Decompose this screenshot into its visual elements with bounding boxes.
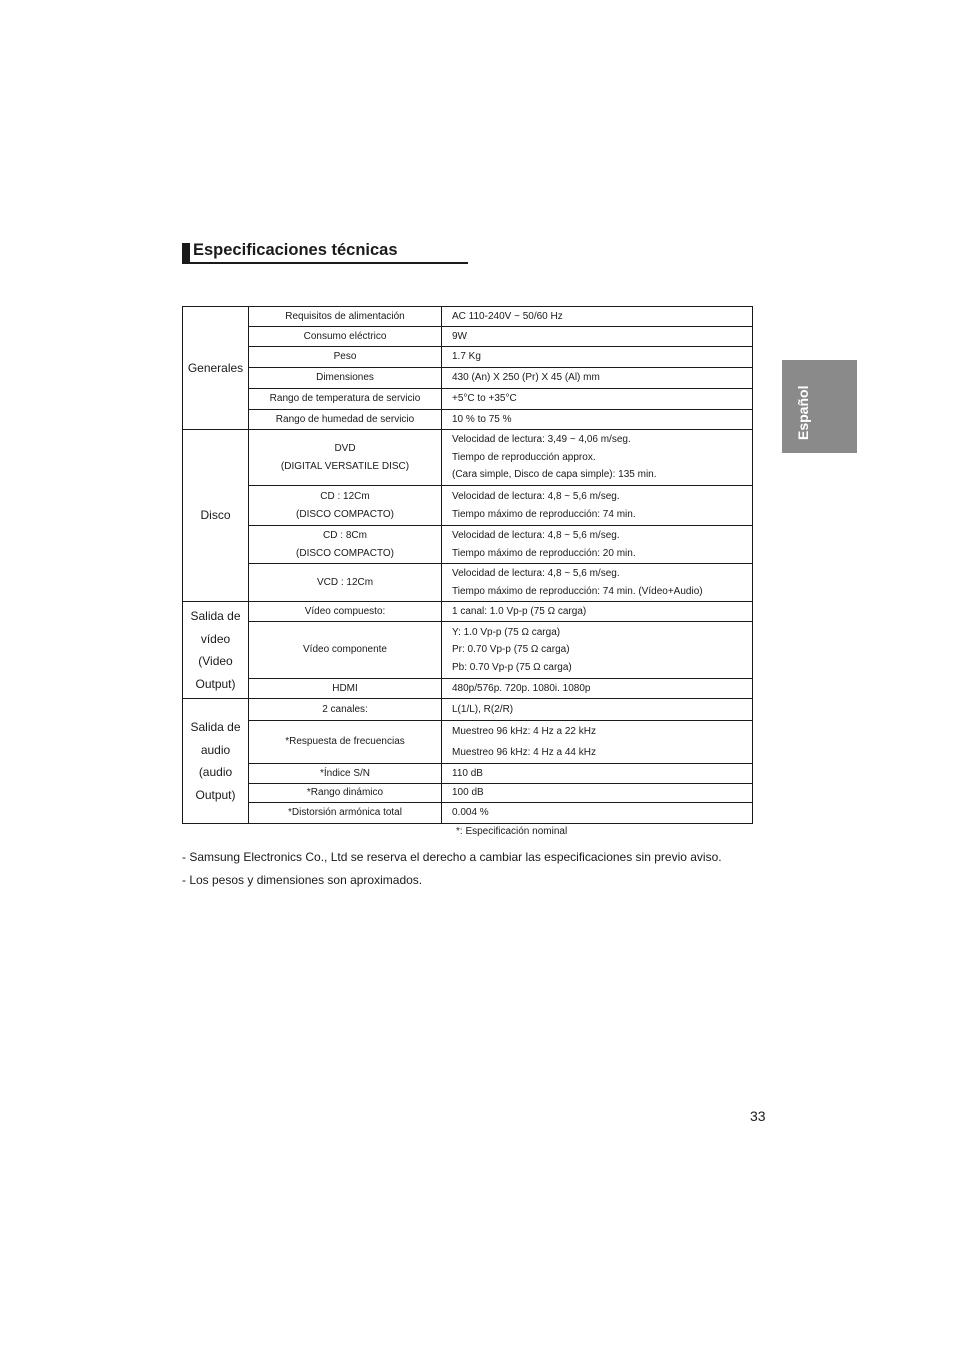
spec-item-value-line: 110 dB: [452, 767, 483, 779]
spec-item-label: Vídeo compuesto:: [249, 602, 442, 622]
spec-item-value: [442, 486, 753, 526]
spec-item-value-line: Muestreo 96 kHz: 4 Hz a 22 kHz: [452, 726, 596, 737]
spec-item-value: [442, 764, 753, 784]
spec-item-value: [442, 564, 753, 602]
table-row: [183, 430, 753, 486]
spec-item-value-line: Pb: 0.70 Vp-p (75 Ω carga): [452, 661, 572, 673]
category-label-line: vídeo: [200, 631, 231, 646]
spec-item-label-line: (DIGITAL VERSATILE DISC): [280, 460, 410, 472]
table-row: [183, 347, 753, 368]
spec-item-label: [249, 430, 442, 486]
spec-item-label-line: CD : 8Cm: [323, 530, 367, 541]
spec-item-value-line: Y: 1.0 Vp-p (75 Ω carga): [452, 626, 561, 638]
page-title: Especificaciones técnicas: [193, 241, 398, 259]
disclaimer-note: - Samsung Electronics Co., Ltd se reserva el derecho a cambiar las especificaciones sin previo aviso.: [182, 850, 722, 864]
spec-item-label: Rango de temperatura de servicio: [249, 389, 442, 410]
nominal-spec-footnote: *: Especificación nominal: [456, 826, 568, 837]
spec-item-value: [442, 803, 753, 824]
spec-item-value: [442, 679, 753, 699]
spec-item-label: 2 canales:: [249, 699, 442, 721]
spec-item-value-line: 0.004 %: [452, 807, 489, 819]
spec-item-label: *Índice S/N: [249, 764, 442, 784]
spec-item-label: [249, 564, 442, 602]
spec-item-value-line: 480p/576p. 720p. 1080i. 1080p: [452, 682, 591, 694]
spec-item-label: Vídeo componente: [249, 622, 442, 679]
page-number: 33: [750, 1108, 766, 1124]
table-row: [183, 679, 753, 699]
table-row: [183, 803, 753, 824]
spec-item-label: *Respuesta de frecuencias: [249, 721, 442, 764]
table-row: [183, 410, 753, 430]
section-heading: [182, 240, 468, 264]
spec-item-label: HDMI: [249, 679, 442, 699]
spec-item-value: [442, 622, 753, 679]
spec-item-label: [249, 486, 442, 526]
spec-item-value-line: Tiempo de reproducción approx.: [452, 451, 596, 463]
language-tab-label: Español: [795, 385, 811, 440]
spec-item-value-line: Muestreo 96 kHz: 4 Hz a 44 kHz: [452, 747, 596, 758]
spec-item-value: AC 110-240V ~ 50/60 Hz: [442, 307, 753, 327]
table-row: [183, 327, 753, 347]
spec-item-value-line: 1 canal: 1.0 Vp-p (75 Ω carga): [452, 605, 587, 617]
spec-item-label-line: CD : 12Cm: [320, 491, 370, 502]
table-row: [183, 526, 753, 564]
heading-marker-bar: [182, 243, 190, 263]
category-cell-disco: Disco: [183, 430, 249, 602]
disclaimer-note: - Los pesos y dimensiones son aproximados.: [182, 873, 423, 887]
specifications-table: [182, 306, 753, 824]
spec-item-label: Dimensiones: [249, 368, 442, 389]
table-row: [183, 699, 753, 721]
category-label-line: audio: [200, 742, 231, 757]
spec-item-value: [442, 784, 753, 803]
spec-item-value: 10 % to 75 %: [442, 410, 753, 430]
category-cell-salida-de-audio: [183, 699, 249, 824]
spec-item-value: [442, 430, 753, 486]
spec-item-value: 9W: [442, 327, 753, 347]
table-row: [183, 764, 753, 784]
spec-item-value-line: Tiempo máximo de reproducción: 20 min.: [452, 547, 636, 559]
spec-item-value-line: (Cara simple, Disco de capa simple): 135 min.: [452, 469, 657, 481]
spec-item-value-line: L(1/L), R(2/R): [452, 703, 514, 715]
spec-item-value-line: Velocidad de lectura: 4,8 ~ 5,6 m/seg.: [452, 568, 620, 579]
category-label-line: (audio: [198, 765, 233, 779]
spec-item-label: *Distorsión armónica total: [249, 803, 442, 824]
spec-item-value-line: Pr: 0.70 Vp-p (75 Ω carga): [452, 644, 570, 656]
category-label-line: Salida de: [190, 720, 241, 734]
spec-item-value-line: 100 dB: [452, 787, 484, 799]
spec-item-value: 430 (An) X 250 (Pr) X 45 (Al) mm: [442, 368, 753, 389]
spec-item-label: Consumo eléctrico: [249, 327, 442, 347]
spec-item-label: Rango de humedad de servicio: [249, 410, 442, 430]
spec-item-value: [442, 721, 753, 764]
category-cell-generales: Generales: [183, 307, 249, 430]
spec-item-value-line: Tiempo máximo de reproducción: 74 min. (Vídeo+Audio): [452, 585, 703, 597]
spec-item-label: *Rango dinámico: [249, 784, 442, 803]
category-label-line: Output): [195, 676, 236, 691]
language-tab: [782, 360, 857, 453]
spec-item-label: Peso: [249, 347, 442, 368]
spec-item-label-line: VCD : 12Cm: [316, 576, 374, 588]
table-row: [183, 784, 753, 803]
spec-item-value: [442, 602, 753, 622]
spec-item-value-line: Velocidad de lectura: 4,8 ~ 5,6 m/seg.: [452, 491, 620, 502]
spec-item-label-line: DVD: [334, 443, 356, 454]
category-label-line: (Video: [198, 654, 233, 668]
table-row: [183, 721, 753, 764]
category-cell-salida-de-video: [183, 602, 249, 699]
table-row: [183, 368, 753, 389]
spec-item-value: [442, 699, 753, 721]
spec-item-value-line: Velocidad de lectura: 4,8 ~ 5,6 m/seg.: [452, 530, 620, 541]
spec-item-label-line: (DISCO COMPACTO): [296, 508, 394, 520]
spec-item-value-line: Velocidad de lectura: 3,49 ~ 4,06 m/seg.: [452, 434, 631, 446]
category-label-line: Output): [195, 787, 236, 802]
table-row: [183, 307, 753, 327]
spec-item-value: 1.7 Kg: [442, 347, 753, 368]
category-label-line: Salida de: [190, 609, 241, 623]
spec-item-value: [442, 526, 753, 564]
spec-item-label: [249, 526, 442, 564]
table-row: [183, 564, 753, 602]
spec-item-label-line: (DISCO COMPACTO): [296, 547, 394, 559]
table-row: [183, 622, 753, 679]
spec-item-value-line: Tiempo máximo de reproducción: 74 min.: [452, 508, 636, 520]
spec-item-label: Requisitos de alimentación: [249, 307, 442, 327]
table-row: [183, 602, 753, 622]
spec-item-value: +5°C to +35°C: [442, 389, 753, 410]
table-row: [183, 486, 753, 526]
table-row: [183, 389, 753, 410]
